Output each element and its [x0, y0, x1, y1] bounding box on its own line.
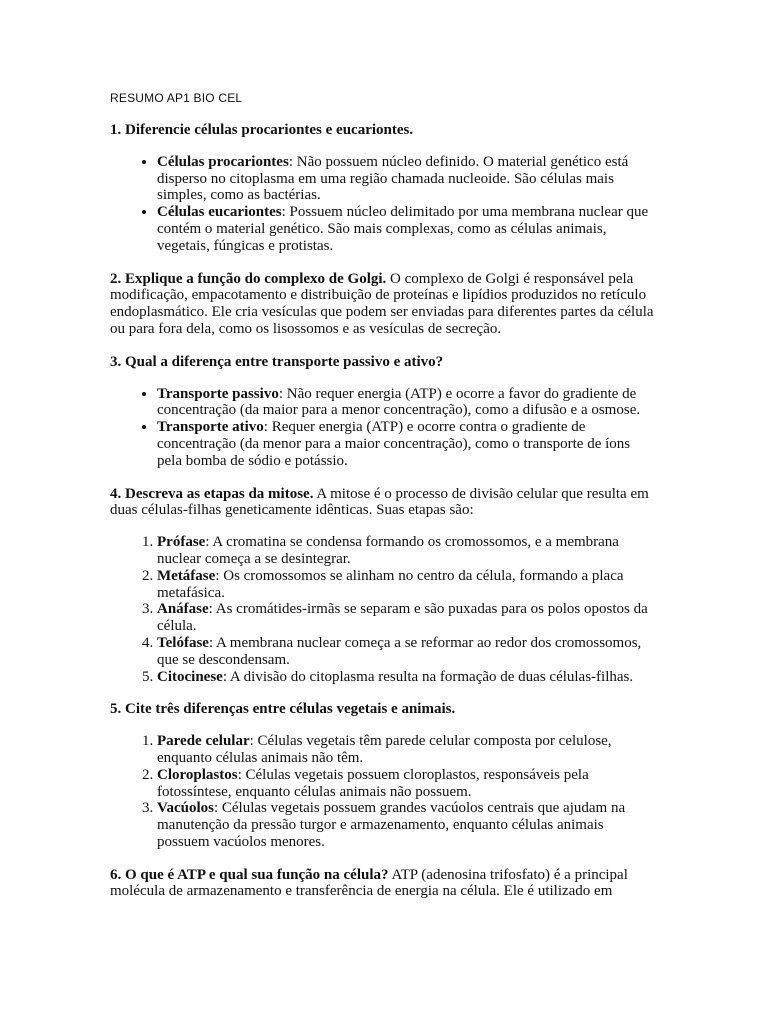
question-4-list — [110, 534, 656, 685]
list-item-text: : Os cromossomos se alinham no centro da célula, formando a placa metafásica. — [157, 567, 624, 601]
question-2-paragraph — [110, 271, 656, 338]
list-item-term: Transporte passivo — [157, 385, 279, 402]
question-6-title: 6. O que é ATP e qual sua função na célula? — [110, 866, 389, 883]
list-item — [157, 733, 656, 767]
document-header: RESUMO AP1 BIO CEL — [110, 91, 243, 105]
question-5-title: 5. Cite três diferenças entre células vegetais e animais. — [110, 701, 456, 718]
list-item-term: Anáfase — [157, 601, 209, 618]
list-item-text: : A membrana nuclear começa a se reformar ao redor dos cromossomos, que se descondensam. — [157, 634, 642, 668]
question-2-title: 2. Explique a função do complexo de Golgi. — [110, 270, 387, 287]
question-2-text: O complexo de Golgi é responsável pela modificação, empacotamento e distribuição de proteínas e lipídios produzidos no retículo endoplasmático. Ele cria vesículas que podem ser enviadas para diferentes partes da célula ou para fora dela, como os lisossomos e as vesículas de secreção. — [110, 270, 654, 337]
question-3-title: 3. Qual a diferença entre transporte passivo e ativo? — [110, 353, 444, 370]
question-3-list — [110, 386, 656, 470]
list-item-text: : Requer energia (ATP) e ocorre contra o gradiente de concentração (da menor para a maior concentração), como o transporte de íons pela bomba de sódio e potássio. — [157, 419, 631, 469]
list-item-term: Prófase — [157, 534, 206, 551]
list-item-term: Parede celular — [157, 733, 250, 750]
question-1-list — [110, 154, 656, 255]
list-item — [157, 767, 656, 801]
question-6-paragraph — [110, 867, 656, 901]
list-item — [157, 568, 656, 602]
document-content — [110, 122, 656, 900]
list-item-text: : As cromátides-irmãs se separam e são puxadas para os polos opostos da célula. — [157, 601, 648, 635]
question-1-title: 1. Diferencie células procariontes e eucariontes. — [110, 122, 414, 138]
list-item-text: : Não requer energia (ATP) e ocorre a favor do gradiente de concentração (da maior para a menor concentração), como a difusão e a osmose. — [157, 385, 641, 419]
list-item-term: Vacúolos — [157, 800, 214, 817]
question-4-paragraph — [110, 486, 656, 520]
list-item-term: Células eucariontes — [157, 204, 282, 221]
list-item-text: : Células vegetais têm parede celular composta por celulose, enquanto células animais não têm. — [157, 733, 612, 766]
list-item-text: : Células vegetais possuem cloroplastos, responsáveis pela fotossíntese, enquanto células animais não possuem. — [157, 766, 589, 800]
list-item — [157, 534, 656, 568]
list-item-term: Citocinese — [157, 668, 223, 685]
list-item-text: : Células vegetais possuem grandes vacúolos centrais que ajudam na manutenção da pressão turgor e armazenamento, enquanto células animais possuem vacúolos menores. — [157, 800, 626, 850]
question-4-text: A mitose é o processo de divisão celular que resulta em duas células-filhas geneticamente idênticas. Suas etapas são: — [110, 485, 649, 519]
list-item — [157, 635, 656, 669]
list-item — [157, 800, 656, 850]
list-item — [157, 204, 656, 254]
list-item-term: Células procariontes — [157, 153, 289, 170]
list-item-text: : Possuem núcleo delimitado por uma membrana nuclear que contém o material genético. São mais complexas, como as células animais, vegetais, fúngicas e protistas. — [157, 204, 649, 254]
question-4-title: 4. Descreva as etapas da mitose. — [110, 485, 314, 502]
list-item — [157, 154, 656, 204]
list-item-term: Metáfase — [157, 567, 216, 584]
list-item-text: : Não possuem núcleo definido. O material genético está disperso no citoplasma em uma região chamada nucleoide. São células mais simples, como as bactérias. — [157, 153, 629, 204]
question-3-heading — [110, 354, 656, 371]
list-item-text: : A cromatina se condensa formando os cromossomos, e a membrana nuclear começa a se desintegrar. — [157, 534, 619, 567]
question-5-heading — [110, 701, 656, 718]
list-item — [157, 419, 656, 469]
list-item — [157, 386, 656, 420]
list-item — [157, 601, 656, 635]
list-item-term: Cloroplastos — [157, 766, 238, 783]
question-1-heading — [110, 122, 656, 139]
list-item-term: Telófase — [157, 634, 209, 651]
list-item-term: Transporte ativo — [157, 419, 264, 436]
question-5-list — [110, 733, 656, 851]
question-6-text: ATP (adenosina trifosfato) é a principal molécula de armazenamento e transferência de energia na célula. Ele é utilizado em — [110, 866, 628, 900]
list-item — [157, 669, 656, 686]
list-item-text: : A divisão do citoplasma resulta na formação de duas células-filhas. — [222, 668, 634, 685]
